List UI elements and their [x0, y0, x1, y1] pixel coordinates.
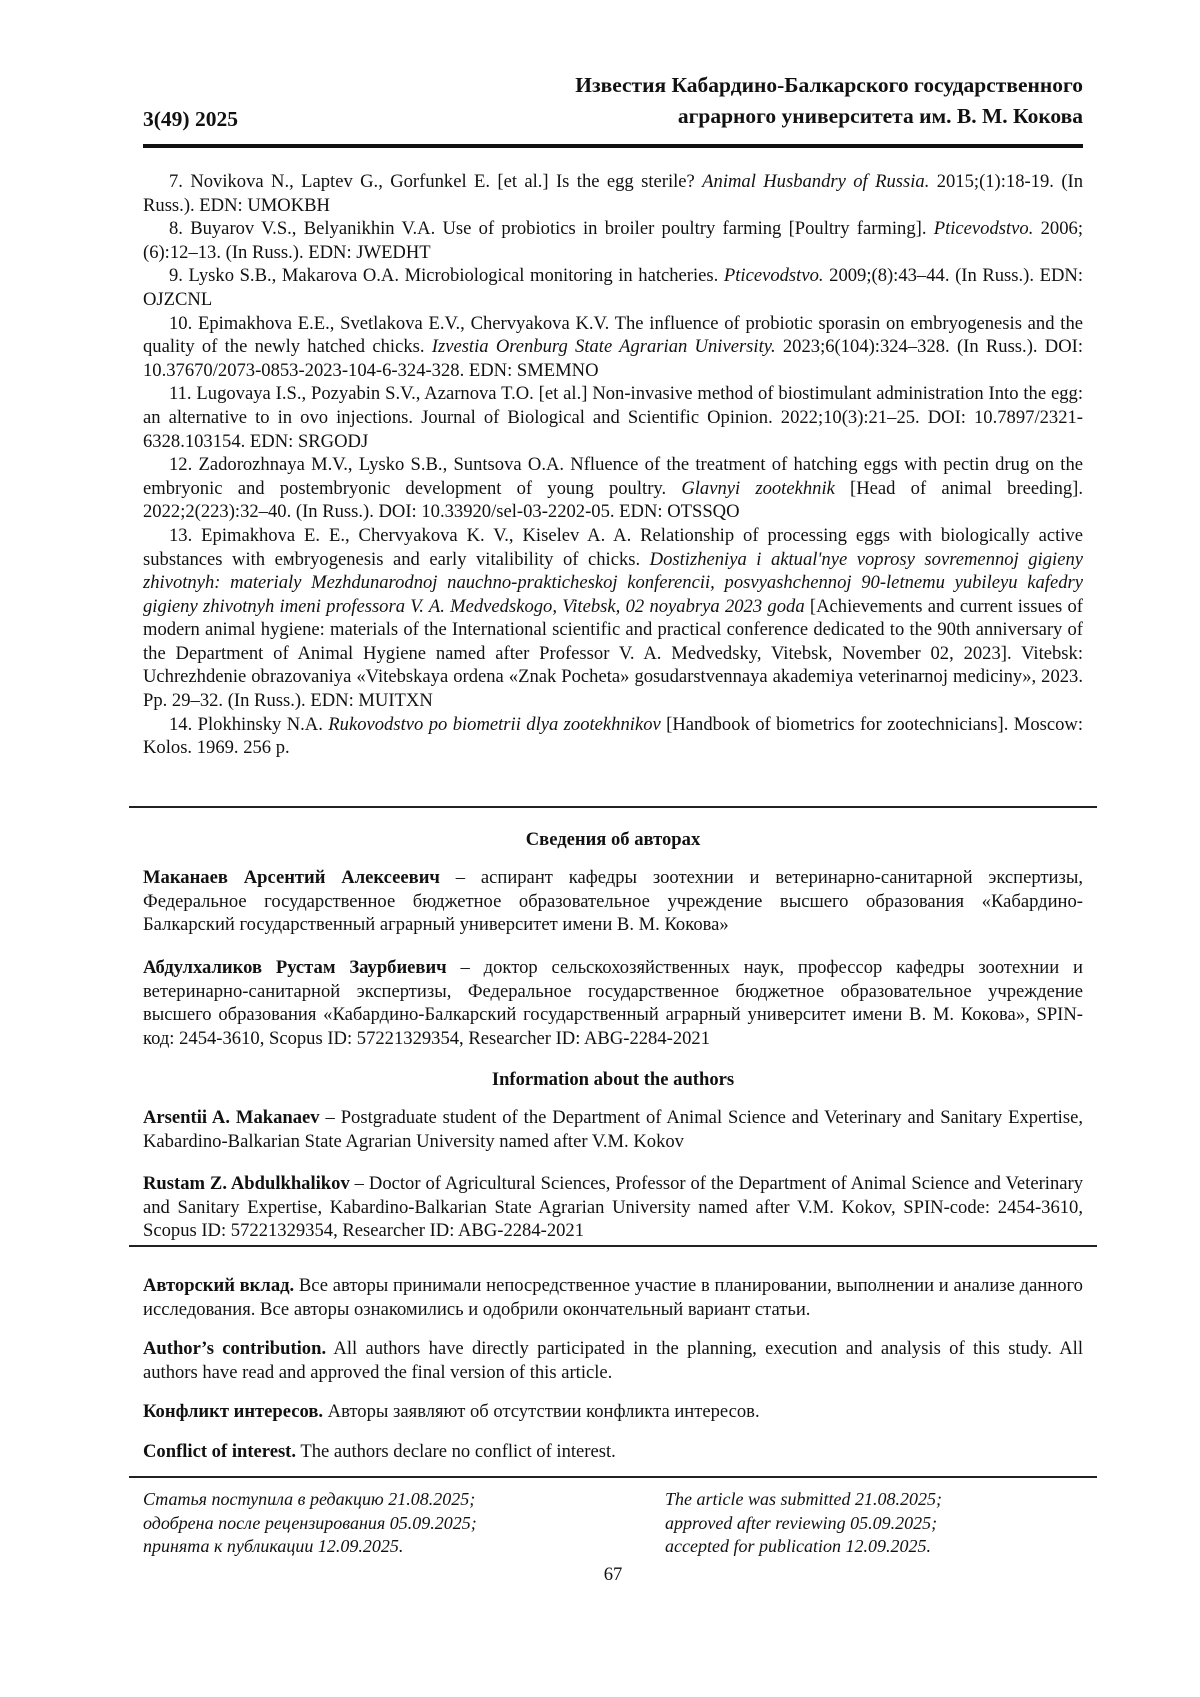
reference-item — [143, 713, 1083, 760]
date-line: одобрена после рецензирования 05.09.2025; — [143, 1512, 477, 1533]
label: Конфликт интересов. — [143, 1401, 324, 1422]
reference-list — [143, 170, 1083, 760]
reference-text: 2009;(8):43–44. (In Russ.). EDN: OJZCNL — [143, 265, 1083, 310]
reference-item — [143, 382, 1083, 453]
date-line: approved after reviewing 05.09.2025; — [665, 1512, 938, 1533]
reference-source: Izvestia Orenburg State Agrarian University. — [431, 336, 776, 358]
authors-en-title: Information about the authors — [491, 1069, 735, 1090]
author-info: – доктор сельскохозяйственных наук, профессор кафедры зоотехнии и ветеринарно-санитарной экспертизы, Федеральное государственное бюджетное образовательное учреждение высшего образования «Кабардино-Балкарский государственный аграрный университет имени В. М. Кокова», SPIN-код: 2454-3610, Scopus ID: 57221329354, Researcher ID: ABG-2284-2021 — [143, 957, 1083, 1049]
reference-text: 14. Plokhinsky N.A. — [169, 713, 329, 735]
reference-text: 11. Lugovaya I.S., Pozyabin S.V., Azarnova T.O. [et al.] Non-invasive method of biostimulant administration Into the egg: an alternative to in ovo injections. Journal of Biological and Scientific Opinion. 2022;10(3):21–25. DOI: 10.7897/2321-6328.103154. EDN: SRGODJ — [143, 383, 1083, 452]
journal-title — [575, 70, 1083, 132]
reference-text: 2015;(1):18-19. (In Russ.). EDN: UMOKBH — [143, 171, 1083, 216]
reference-item — [143, 217, 1083, 264]
page-number: 67 — [603, 1564, 623, 1585]
reference-text: 2006;(6):12–13. (In Russ.). EDN: JWEDHT — [143, 218, 1083, 263]
author-name: Маканаев Арсентий Алексеевич — [143, 867, 440, 888]
author-en-2 — [143, 1172, 1083, 1243]
author-en-1 — [143, 1106, 1083, 1153]
author-ru-1 — [143, 866, 1083, 937]
journal-title-line2: аграрного университета им. В. М. Кокова — [677, 104, 1083, 128]
author-name: Абдулхаликов Рустам Заурбиевич — [143, 957, 447, 978]
date-line: Статья поступила в редакцию 21.08.2025; — [143, 1489, 476, 1509]
contribution-ru — [143, 1274, 1083, 1321]
author-ru-2 — [143, 956, 1083, 1050]
authors-ru-title: Сведения об авторах — [525, 829, 701, 850]
author-info: – аспирант кафедры зоотехнии и ветеринарно-санитарной экспертизы, Федеральное государственное бюджетное образовательное учреждение высшего образования «Кабардино-Балкарский государственный аграрный университет имени В. М. Кокова» — [143, 867, 1083, 936]
submission-dates-en — [665, 1488, 942, 1559]
reference-text: 12. Zadorozhnaya M.V., Lysko S.B., Suntsova O.A. Nfluence of the treatment of hatching eggs with pectin drug on the embryonic and postembryonic development of young poultry. — [143, 454, 1083, 499]
contribution-en — [143, 1337, 1083, 1384]
conflict-en — [143, 1440, 1083, 1464]
reference-source: Glavnyi zootekhnik — [681, 477, 835, 499]
text: The authors declare no conflict of interest. — [296, 1441, 616, 1462]
reference-source: Pticevodstvo. — [723, 265, 824, 287]
text: Все авторы принимали непосредственное участие в планировании, выполнении и анализе данного исследования. Все авторы ознакомились и одобрили окончательный вариант статьи. — [143, 1275, 1083, 1320]
reference-text: [Handbook of biometrics for zootechnicians]. Moscow: Kolos. 1969. 256 p. — [143, 713, 1083, 759]
label: Conflict of interest. — [143, 1441, 297, 1462]
author-name: Arsentii A. Makanaev — [143, 1107, 320, 1128]
reference-text: 9. Lysko S.B., Makarova O.A. Microbiological monitoring in hatcheries. — [169, 265, 724, 287]
issue-number: 3(49) 2025 — [143, 107, 238, 131]
header-rule — [143, 144, 1083, 148]
submission-dates-ru — [143, 1488, 477, 1559]
reference-source: Rukovodstvo po biometrii dlya zootekhnikov — [328, 713, 661, 735]
label: Author’s contribution. — [143, 1338, 327, 1359]
reference-text: 10. Epimakhova E.E., Svetlakova E.V., Chervyakova K.V. The influence of probiotic sporasin on embryogenesis and the quality of the newly hatched chicks. — [143, 312, 1083, 358]
page-header — [143, 70, 1083, 145]
reference-text: 7. Novikova N., Laptev G., Gorfunkel E. [et al.] Is the egg sterile? — [169, 171, 703, 192]
label: Авторский вклад. — [143, 1275, 295, 1296]
reference-text: [Head of animal breeding]. 2022;2(223):32–40. (In Russ.). DOI: 10.33920/sel-03-2202-05. EDN: OTSSQO — [143, 477, 1083, 523]
divider — [129, 1245, 1097, 1247]
conflict-ru — [143, 1400, 1083, 1424]
divider — [129, 806, 1097, 808]
reference-source: Dostizheniya i aktual'nye voprosy sovremennoj gigieny zhivotnyh: materialy Mezhdunarodnoj nauchno-prakticheskoj konferencii, posvyashchennoj 90-letnemu yubileyu kafedry gigieny zhivotnyh imeni professora V. A. Medvedskogo, Vitebsk, 02 noyabrya 2023 goda — [143, 548, 1083, 617]
reference-item — [143, 453, 1083, 524]
reference-item — [143, 312, 1083, 383]
reference-text: [Achievements and current issues of modern animal hygiene: materials of the International scientific and practical conference dedicated to the 90th anniversary of the Department of Animal Hygiene named after Professor V. A. Medvedsky, Vitebsk, November 02, 2023]. Vitebsk: Uchrezhdenie obrazovaniya «Vitebskaya ordena «Znak Pocheta» gosudarstvennaya akademiya veterinarnoj mediciny», 2023. Pp. 29–32. (In Russ.). EDN: MUITXN — [143, 595, 1084, 712]
divider — [129, 1476, 1097, 1478]
reference-text: 2023;6(104):324–328. (In Russ.). DOI: 10.37670/2073-0853-2023-104-6-324-328. EDN: SMEMNO — [143, 336, 1083, 381]
author-info: – Postgraduate student of the Department of Animal Science and Veterinary and Sanitary Expertise, Kabardino-Balkarian State Agrarian University named after V.M. Kokov — [143, 1107, 1083, 1152]
date-line: accepted for publication 12.09.2025. — [665, 1536, 931, 1556]
reference-text: 8. Buyarov V.S., Belyanikhin V.A. Use of probiotics in broiler poultry farming [Poultry farming]. — [169, 218, 934, 240]
date-line: The article was submitted 21.08.2025; — [665, 1489, 942, 1509]
text: Авторы заявляют об отсутствии конфликта интересов. — [323, 1401, 760, 1422]
reference-source: Animal Husbandry of Russia. — [702, 171, 930, 192]
reference-source: Pticevodstvo. — [933, 218, 1034, 240]
journal-title-line1: Известия Кабардино-Балкарского государственного — [575, 73, 1083, 97]
reference-item — [143, 170, 1083, 217]
reference-item — [143, 524, 1083, 713]
author-info: – Doctor of Agricultural Sciences, Professor of the Department of Animal Science and Veterinary and Sanitary Expertise, Kabardino-Balkarian State Agrarian University named after V.M. Kokov, SPIN-code: 2454-3610, Scopus ID: 57221329354, Researcher ID: ABG-2284-2021 — [143, 1173, 1083, 1242]
date-line: принята к публикации 12.09.2025. — [143, 1536, 404, 1556]
text: All authors have directly participated in the planning, execution and analysis of this study. All authors have read and approved the final version of this article. — [143, 1338, 1083, 1383]
author-name: Rustam Z. Abdulkhalikov — [143, 1173, 350, 1194]
reference-text: 13. Epimakhova E. E., Chervyakova K. V., Kiselev A. A. Relationship of processing eggs with biologically active substances with eмbryogenesis and early vitalibility of chicks. — [143, 524, 1083, 570]
reference-item — [143, 264, 1083, 311]
